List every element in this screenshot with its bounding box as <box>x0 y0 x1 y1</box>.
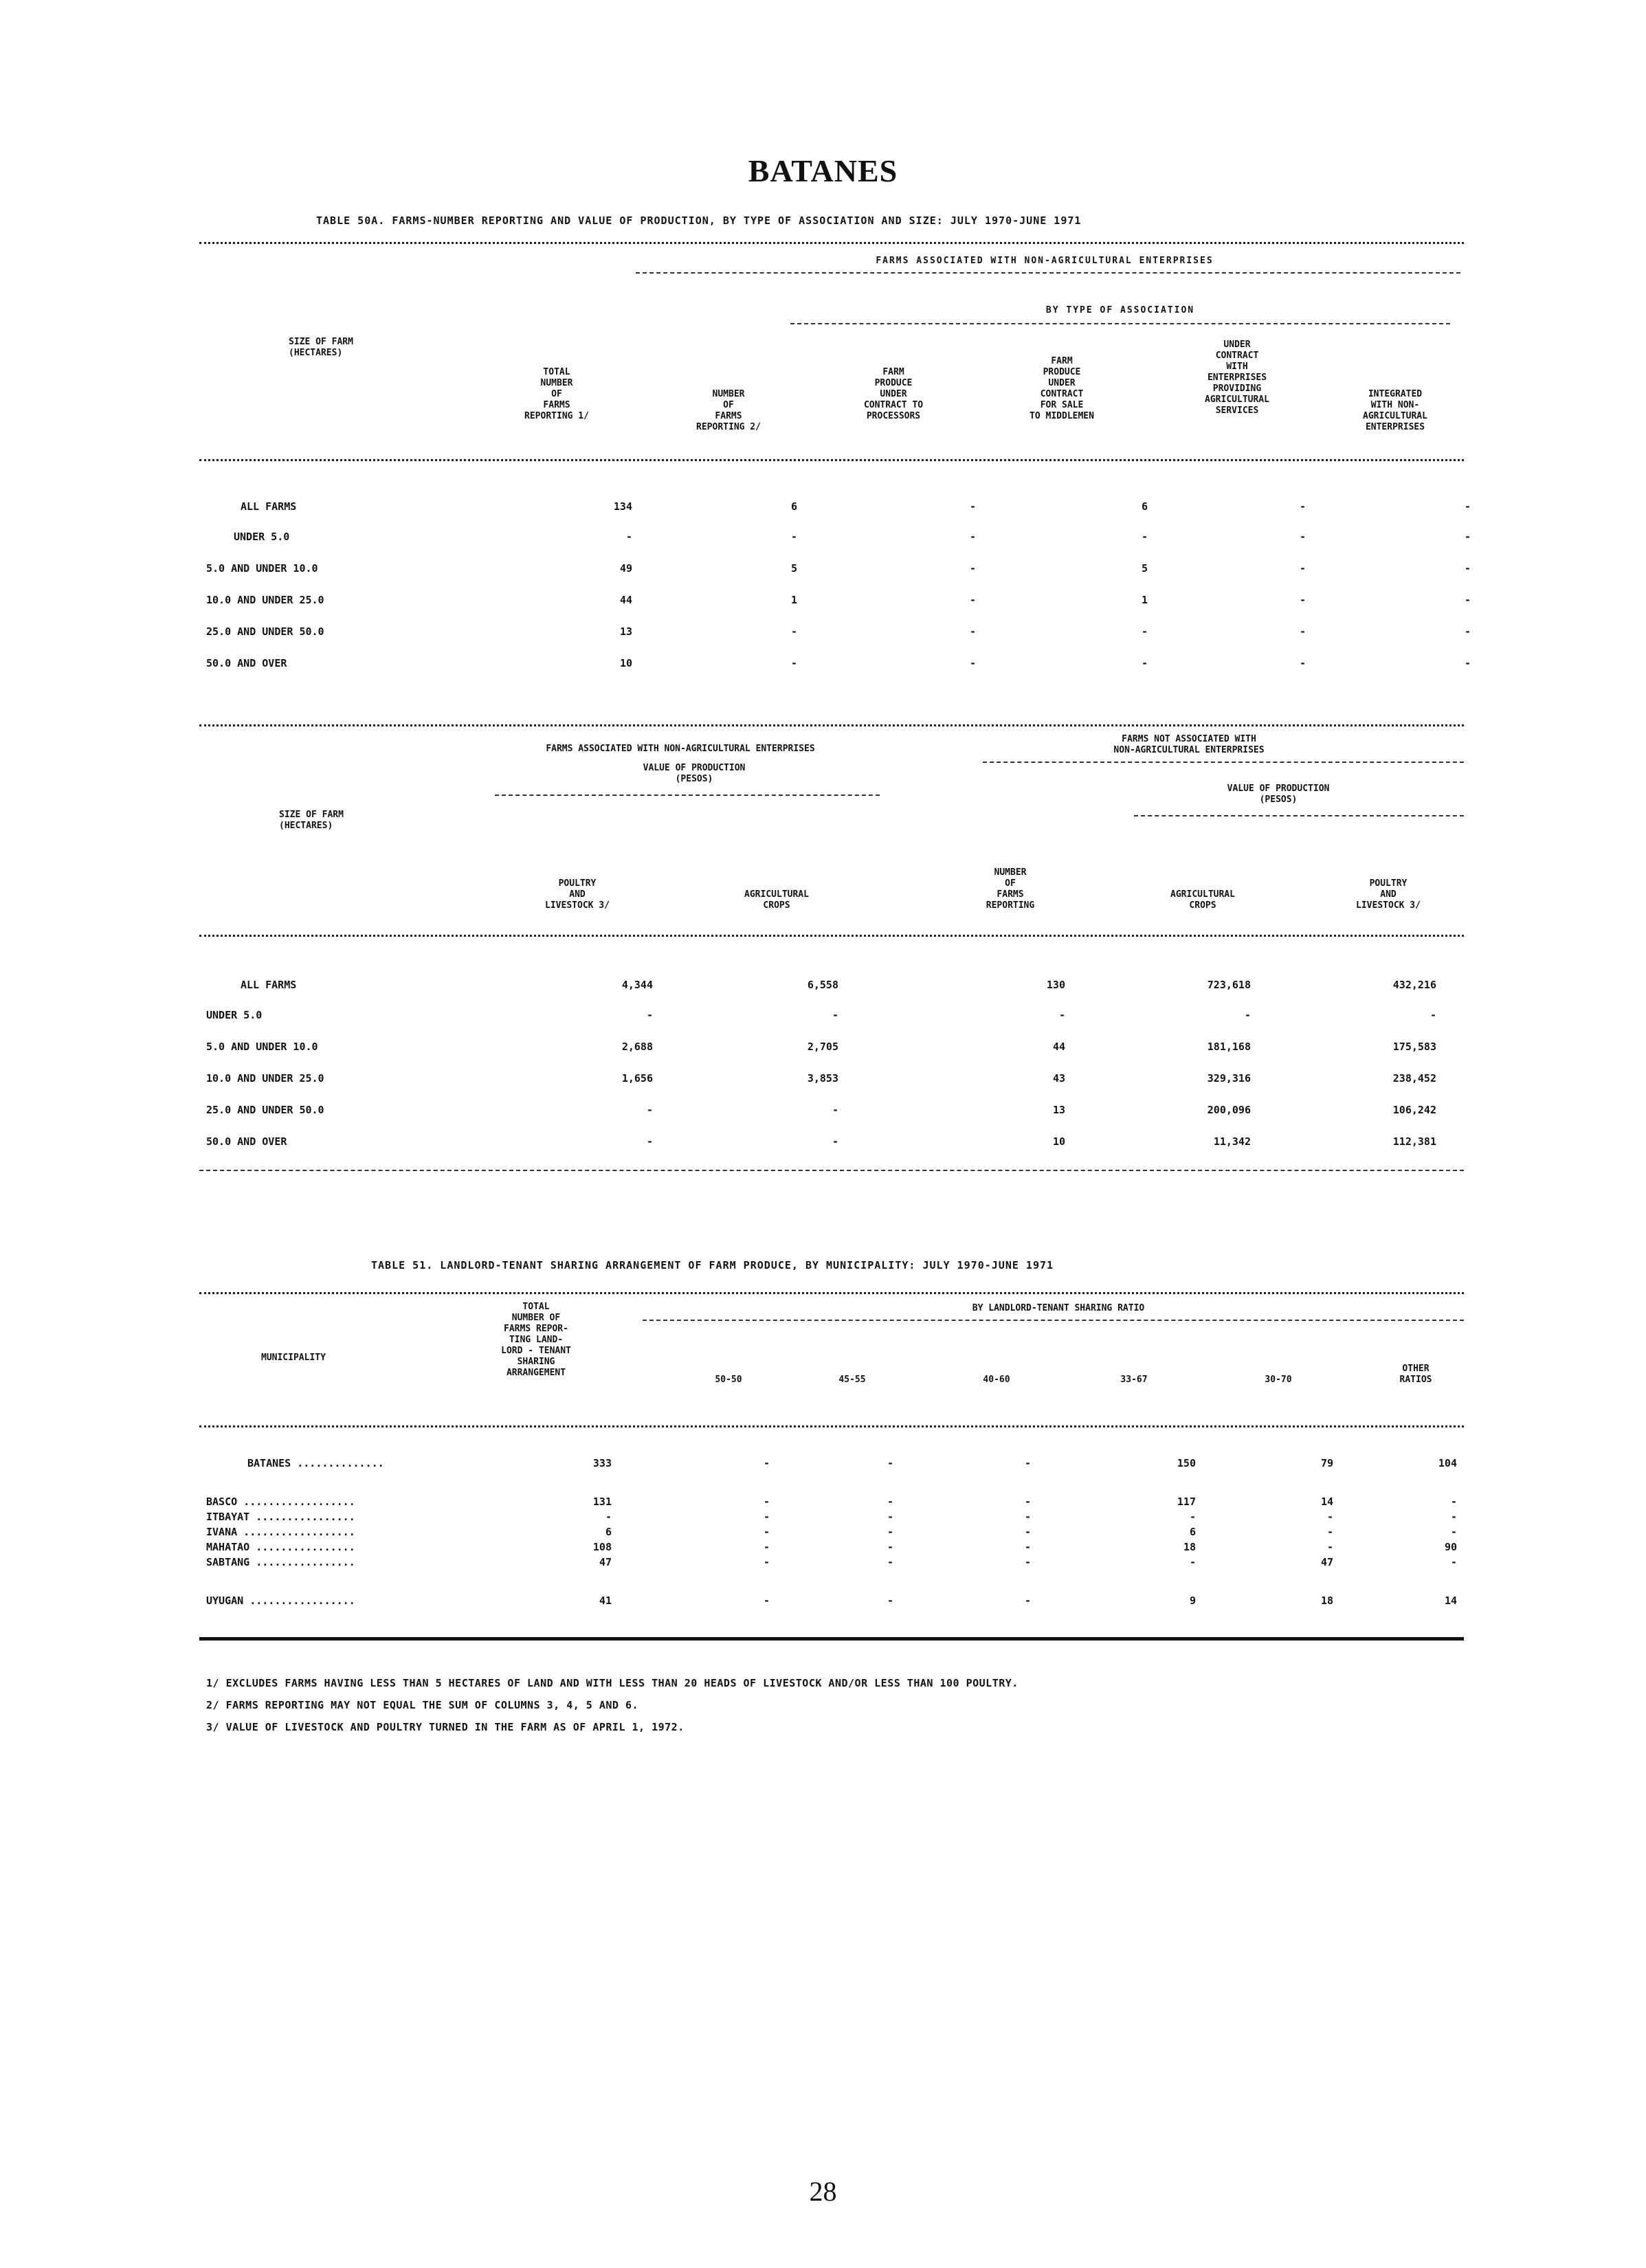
table-c-col-r5: 30-70 <box>1265 1375 1292 1385</box>
cell-poultry2: 238,452 <box>1392 1072 1436 1085</box>
cell-r1: - <box>763 1541 770 1553</box>
table-b-value-left: VALUE OF PRODUCTION (PESOS) <box>643 763 746 784</box>
cell-r5: - <box>1326 1541 1333 1553</box>
table-b-col-number: NUMBER OF FARMS REPORTING <box>986 867 1035 911</box>
row-label: 10.0 AND UNDER 25.0 <box>206 594 324 606</box>
cell-r4: - <box>1189 1556 1196 1568</box>
row-label: 10.0 AND UNDER 25.0 <box>206 1072 324 1085</box>
cell-r5: 47 <box>1320 1556 1333 1568</box>
table-a-sub-header: BY TYPE OF ASSOCIATION <box>1045 305 1195 315</box>
table-b-bottom-rule <box>199 1170 1464 1171</box>
cell-type2: 5 <box>1141 562 1148 575</box>
table-b-col-crops2: AGRICULTURAL CROPS <box>1170 889 1235 911</box>
footnote-1: 1/ EXCLUDES FARMS HAVING LESS THAN 5 HECTARES OF LAND AND WITH LESS THAN 20 HEADS OF LIVESTOCK AND/OR LESS THAN 100 POULTRY. <box>206 1677 1019 1689</box>
table-b-left-rule <box>495 794 880 796</box>
cell-number: 43 <box>1052 1072 1065 1085</box>
cell-type2: 6 <box>1141 500 1148 513</box>
table-b-value-right: VALUE OF PRODUCTION (PESOS) <box>1227 783 1330 805</box>
table-c-col-other: OTHER RATIOS <box>1399 1364 1432 1385</box>
cell-type4: - <box>1464 500 1471 513</box>
cell-type1: - <box>969 657 976 669</box>
cell-crops2: - <box>1244 1009 1251 1021</box>
row-label: 25.0 AND UNDER 50.0 <box>206 1104 324 1116</box>
table-a-header-rule <box>199 459 1464 461</box>
cell-r2: - <box>887 1594 893 1607</box>
cell-r2: - <box>887 1496 893 1508</box>
table-c-col-r2: 45-55 <box>838 1375 866 1385</box>
cell-total: 108 <box>592 1541 612 1553</box>
cell-type3: - <box>1299 594 1306 606</box>
cell-poultry: 4,344 <box>621 979 653 991</box>
footnote-2: 2/ FARMS REPORTING MAY NOT EQUAL THE SUM OF COLUMNS 3, 4, 5 AND 6. <box>206 1699 639 1711</box>
cell-other: - <box>1450 1511 1457 1523</box>
row-label: ALL FARMS <box>241 500 297 513</box>
cell-r5: 14 <box>1320 1496 1333 1508</box>
cell-number: 5 <box>790 562 797 575</box>
cell-total: 134 <box>613 500 632 513</box>
row-label: 50.0 AND OVER <box>206 657 287 669</box>
table-a-caption: TABLE 50A. FARMS-NUMBER REPORTING AND VALUE OF PRODUCTION, BY TYPE OF ASSOCIATION AND SIZE: JULY 1970-JUNE 1971 <box>316 214 1082 227</box>
cell-total: 333 <box>592 1457 612 1469</box>
cell-r4: 150 <box>1177 1457 1196 1469</box>
cell-poultry2: 112,381 <box>1392 1135 1436 1148</box>
cell-r3: - <box>1024 1594 1031 1607</box>
cell-crops: - <box>832 1135 838 1148</box>
row-label: BATANES .............. <box>247 1457 384 1469</box>
cell-r2: - <box>887 1541 893 1553</box>
table-a-col-type3: UNDER CONTRACT WITH ENTERPRISES PROVIDING AGRICULTURAL SERVICES <box>1205 340 1269 416</box>
table-a-col-type4: INTEGRATED WITH NON- AGRICULTURAL ENTERPRISES <box>1363 389 1427 432</box>
cell-total: 131 <box>592 1496 612 1508</box>
row-label: IVANA .................. <box>206 1526 355 1538</box>
cell-r3: - <box>1024 1457 1031 1469</box>
cell-other: 104 <box>1438 1457 1457 1469</box>
table-a-col-type2: FARM PRODUCE UNDER CONTRACT FOR SALE TO MIDDLEMEN <box>1030 356 1094 421</box>
cell-total: 13 <box>619 625 632 638</box>
page-number: 28 <box>809 2176 837 2207</box>
table-b-group-right: FARMS NOT ASSOCIATED WITH NON-AGRICULTURAL ENTERPRISES <box>1113 734 1265 755</box>
table-c-header-rule <box>199 1425 1464 1427</box>
cell-number: - <box>790 625 797 638</box>
cell-type3: - <box>1299 500 1306 513</box>
cell-crops2: 181,168 <box>1207 1041 1251 1053</box>
row-label: 5.0 AND UNDER 10.0 <box>206 1041 318 1053</box>
cell-r3: - <box>1024 1511 1031 1523</box>
table-a-group-header: FARMS ASSOCIATED WITH NON-AGRICULTURAL ENTERPRISES <box>876 256 1214 266</box>
cell-r5: - <box>1326 1526 1333 1538</box>
cell-r4: 18 <box>1183 1541 1196 1553</box>
cell-total: 10 <box>619 657 632 669</box>
table-c-bottom-rule <box>199 1637 1464 1641</box>
table-b-col-size: SIZE OF FARM (HECTARES) <box>279 810 344 831</box>
cell-r3: - <box>1024 1541 1031 1553</box>
table-b-col-crops: AGRICULTURAL CROPS <box>744 889 809 911</box>
cell-number: 13 <box>1052 1104 1065 1116</box>
cell-poultry: - <box>646 1135 653 1148</box>
page-title: BATANES <box>748 153 898 188</box>
footnote-3: 3/ VALUE OF LIVESTOCK AND POULTRY TURNED IN THE FARM AS OF APRIL 1, 1972. <box>206 1721 685 1733</box>
table-a-group-rule <box>636 272 1460 274</box>
cell-number: 6 <box>790 500 797 513</box>
row-label: ITBAYAT ................ <box>206 1511 355 1523</box>
table-c-ratio-rule <box>643 1320 1464 1321</box>
row-label: 5.0 AND UNDER 10.0 <box>206 562 318 575</box>
table-a-col-size: SIZE OF FARM (HECTARES) <box>289 337 353 358</box>
cell-crops2: 329,316 <box>1207 1072 1251 1085</box>
row-label: 25.0 AND UNDER 50.0 <box>206 625 324 638</box>
cell-crops: 6,558 <box>807 979 838 991</box>
cell-number: 130 <box>1046 979 1065 991</box>
cell-type3: - <box>1299 657 1306 669</box>
cell-r3: - <box>1024 1556 1031 1568</box>
table-c-col-r1: 50-50 <box>715 1375 742 1385</box>
cell-total: - <box>625 531 632 543</box>
cell-other: - <box>1450 1526 1457 1538</box>
cell-r1: - <box>763 1526 770 1538</box>
cell-type4: - <box>1464 594 1471 606</box>
table-c-col-r4: 33-67 <box>1120 1375 1148 1385</box>
table-b-group-left: FARMS ASSOCIATED WITH NON-AGRICULTURAL ENTERPRISES <box>546 744 815 754</box>
table-c-col-r3: 40-60 <box>983 1375 1010 1385</box>
table-b-right-rule <box>983 761 1464 763</box>
cell-r4: 6 <box>1189 1526 1196 1538</box>
cell-other: 90 <box>1444 1541 1457 1553</box>
row-label: ALL FARMS <box>241 979 297 991</box>
cell-total: 49 <box>619 562 632 575</box>
table-a-sub-rule <box>790 323 1450 324</box>
cell-type2: - <box>1141 657 1148 669</box>
cell-type3: - <box>1299 625 1306 638</box>
table-c-caption: TABLE 51. LANDLORD-TENANT SHARING ARRANGEMENT OF FARM PRODUCE, BY MUNICIPALITY: JULY 1970-JUNE 1971 <box>371 1259 1054 1271</box>
cell-type2: - <box>1141 625 1148 638</box>
cell-total: 47 <box>599 1556 612 1568</box>
cell-type1: - <box>969 531 976 543</box>
cell-poultry: 1,656 <box>621 1072 653 1085</box>
cell-type4: - <box>1464 562 1471 575</box>
table-c-col-total: TOTAL NUMBER OF FARMS REPOR- TING LAND- LORD - TENANT SHARING ARRANGEMENT <box>501 1302 571 1378</box>
cell-poultry: - <box>646 1104 653 1116</box>
cell-r4: - <box>1189 1511 1196 1523</box>
table-c-top-rule <box>199 1292 1464 1294</box>
cell-total: 41 <box>599 1594 612 1607</box>
row-label: SABTANG ................ <box>206 1556 355 1568</box>
table-c-col-municipality: MUNICIPALITY <box>261 1353 326 1363</box>
cell-type4: - <box>1464 531 1471 543</box>
cell-crops: 3,853 <box>807 1072 838 1085</box>
cell-crops2: 200,096 <box>1207 1104 1251 1116</box>
table-b-top-rule <box>199 724 1464 726</box>
cell-total: 44 <box>619 594 632 606</box>
cell-r5: 18 <box>1320 1594 1333 1607</box>
cell-total: - <box>605 1511 612 1523</box>
cell-poultry: 2,688 <box>621 1041 653 1053</box>
cell-crops2: 723,618 <box>1207 979 1251 991</box>
cell-poultry2: 432,216 <box>1392 979 1436 991</box>
row-label: UYUGAN ................. <box>206 1594 355 1607</box>
cell-crops: - <box>832 1009 838 1021</box>
cell-r1: - <box>763 1556 770 1568</box>
cell-crops2: 11,342 <box>1213 1135 1251 1148</box>
table-a-col-type1: FARM PRODUCE UNDER CONTRACT TO PROCESSORS <box>863 367 924 421</box>
cell-type1: - <box>969 625 976 638</box>
cell-other: - <box>1450 1556 1457 1568</box>
cell-number: - <box>790 657 797 669</box>
cell-type3: - <box>1299 531 1306 543</box>
cell-crops: 2,705 <box>807 1041 838 1053</box>
cell-number: 10 <box>1052 1135 1065 1148</box>
table-b-header-rule <box>199 935 1464 937</box>
cell-r5: 79 <box>1320 1457 1333 1469</box>
cell-other: - <box>1450 1496 1457 1508</box>
cell-r2: - <box>887 1457 893 1469</box>
cell-r2: - <box>887 1526 893 1538</box>
cell-other: 14 <box>1444 1594 1457 1607</box>
table-b-right-sub-rule <box>1134 815 1464 816</box>
cell-r2: - <box>887 1511 893 1523</box>
cell-poultry2: 175,583 <box>1392 1041 1436 1053</box>
cell-crops: - <box>832 1104 838 1116</box>
cell-r1: - <box>763 1594 770 1607</box>
cell-r4: 117 <box>1177 1496 1196 1508</box>
cell-type3: - <box>1299 562 1306 575</box>
cell-total: 6 <box>605 1526 612 1538</box>
cell-type1: - <box>969 562 976 575</box>
row-label: MAHATAO ................ <box>206 1541 355 1553</box>
cell-r2: - <box>887 1556 893 1568</box>
cell-r1: - <box>763 1457 770 1469</box>
cell-type4: - <box>1464 625 1471 638</box>
cell-type1: - <box>969 594 976 606</box>
table-a-top-rule <box>199 242 1464 244</box>
cell-poultry: - <box>646 1009 653 1021</box>
cell-r1: - <box>763 1496 770 1508</box>
table-a-col-number: NUMBER OF FARMS REPORTING 2/ <box>696 389 761 432</box>
cell-r5: - <box>1326 1511 1333 1523</box>
cell-type1: - <box>969 500 976 513</box>
cell-poultry2: 106,242 <box>1392 1104 1436 1116</box>
cell-poultry2: - <box>1430 1009 1436 1021</box>
row-label: UNDER 5.0 <box>206 1009 263 1021</box>
row-label: 50.0 AND OVER <box>206 1135 287 1148</box>
cell-number: - <box>790 531 797 543</box>
cell-type2: - <box>1141 531 1148 543</box>
cell-number: - <box>1058 1009 1065 1021</box>
table-b-col-poultry2: POULTRY AND LIVESTOCK 3/ <box>1356 878 1421 911</box>
table-b-col-poultry: POULTRY AND LIVESTOCK 3/ <box>545 878 610 911</box>
cell-r1: - <box>763 1511 770 1523</box>
cell-type4: - <box>1464 657 1471 669</box>
row-label: BASCO .................. <box>206 1496 355 1508</box>
cell-r3: - <box>1024 1526 1031 1538</box>
cell-number: 44 <box>1052 1041 1065 1053</box>
table-a-col-total: TOTAL NUMBER OF FARMS REPORTING 1/ <box>524 367 589 421</box>
cell-type2: 1 <box>1141 594 1148 606</box>
table-c-ratio-header: BY LANDLORD-TENANT SHARING RATIO <box>972 1303 1145 1313</box>
cell-number: 1 <box>790 594 797 606</box>
cell-r4: 9 <box>1189 1594 1196 1607</box>
row-label: UNDER 5.0 <box>234 531 290 543</box>
cell-r3: - <box>1024 1496 1031 1508</box>
